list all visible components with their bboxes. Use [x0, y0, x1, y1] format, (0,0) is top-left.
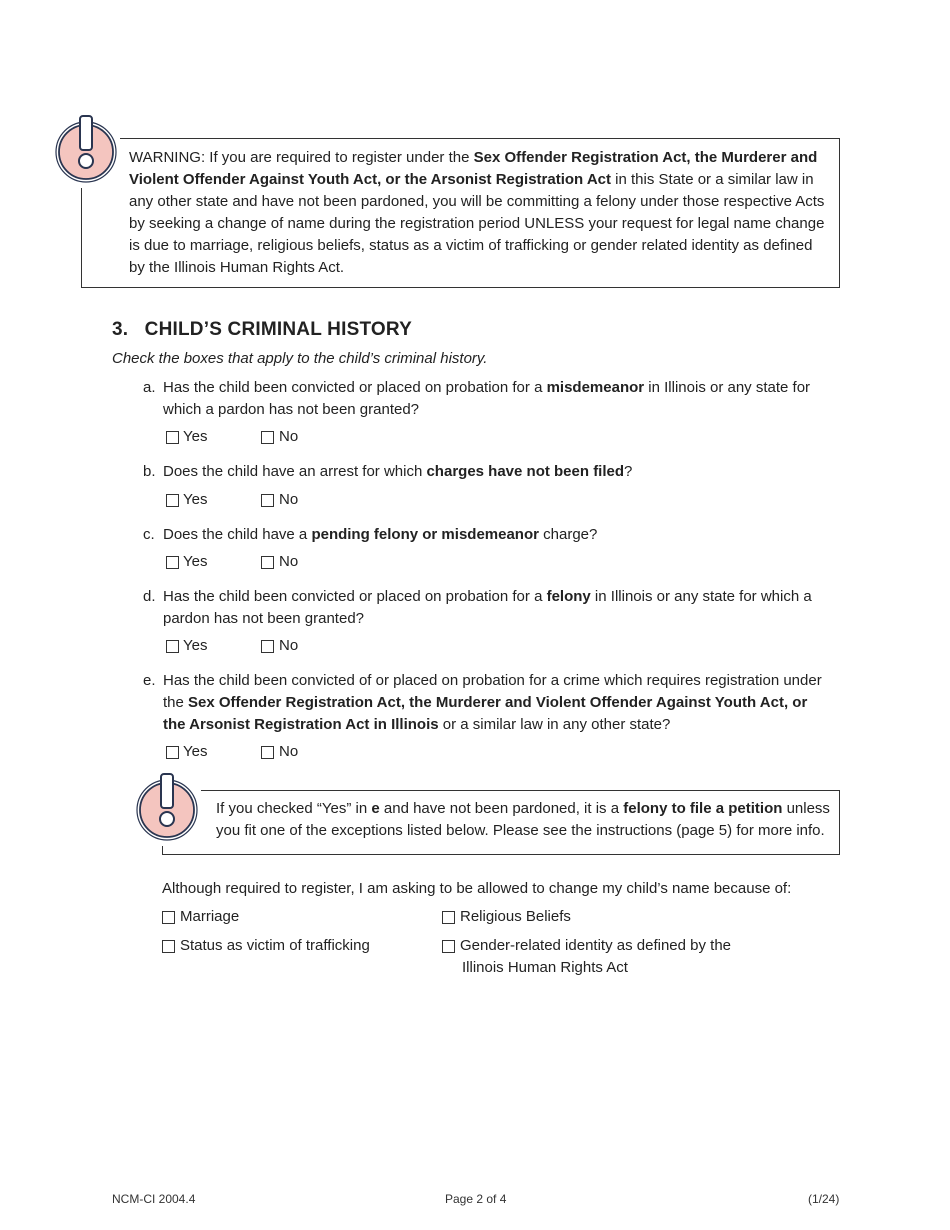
question-e-yes-label: Yes: [183, 743, 208, 760]
question-d-letter: d.: [143, 588, 156, 605]
question-b-letter: b.: [143, 463, 156, 480]
trafficking-label: Status as victim of trafficking: [180, 937, 370, 954]
question-c-letter: c.: [143, 526, 155, 543]
question-e-letter: e.: [143, 672, 156, 689]
question-c-no-label: No: [279, 553, 299, 570]
trafficking-checkbox[interactable]: [162, 940, 175, 953]
question-c-yes-checkbox[interactable]: [166, 556, 179, 569]
question-b-yes-label: Yes: [183, 491, 208, 508]
question-c-yes-label: Yes: [183, 553, 208, 570]
question-d-no-checkbox[interactable]: [261, 640, 274, 653]
question-a-letter: a.: [143, 379, 156, 396]
form-id: NCM-CI 2004.4: [112, 1192, 196, 1206]
warning-text: WARNING: If you are required to register under the Sex Offender Registration Act, the Murderer and Violent Offender Against Youth Act, or the Arsonist Registration Act in this State or a similar law in any other state and have not been pardoned, you will be committing a felony under those respective Acts by seeking a change of name during the registration period UNLESS your request for legal name change is due to marriage, religious beliefs, status as a victim of trafficking or gender related identity as defined by the Illinois Human Rights Act.: [129, 149, 825, 276]
question-d-text: Has the child been convicted or placed on probation for a felony in Illinois or any state for which a pardon has not been granted?: [163, 588, 812, 627]
gender-identity-checkbox[interactable]: [442, 940, 455, 953]
question-d-yes-checkbox[interactable]: [166, 640, 179, 653]
page-number: Page 2 of 4: [445, 1192, 507, 1206]
petition-warning-text: If you checked “Yes” in e and have not been pardoned, it is a felony to file a petition unless you fit one of the exceptions listed below. Please see the instructions (page 5) for more info.: [216, 800, 830, 839]
question-a-text: Has the child been convicted or placed on probation for a misdemeanor in Illinois or any state for which a pardon has not been granted?: [163, 379, 811, 418]
question-e-no-checkbox[interactable]: [261, 746, 274, 759]
question-c-no-checkbox[interactable]: [261, 556, 274, 569]
question-e-yes-checkbox[interactable]: [166, 746, 179, 759]
question-d-no-label: No: [279, 637, 299, 654]
gender-identity-label-line1: Gender-related identity as defined by the: [460, 937, 732, 954]
question-e-text: Has the child been convicted of or placed on probation for a crime which requires registration under the Sex Offender Registration Act, the Murderer and Violent Offender Against Youth Act, or the Arsonist Registration Act in Illinois or a similar law in any other state?: [163, 672, 822, 733]
marriage-checkbox[interactable]: [162, 911, 175, 924]
question-c-text: Does the child have a pending felony or misdemeanor charge?: [163, 526, 598, 543]
gender-identity-label-line2: Illinois Human Rights Act: [462, 959, 628, 976]
question-d-yes-label: Yes: [183, 637, 208, 654]
question-a-no-label: No: [279, 428, 299, 445]
religious-beliefs-label: Religious Beliefs: [460, 908, 571, 925]
marriage-label: Marriage: [180, 908, 240, 925]
question-a-no-checkbox[interactable]: [261, 431, 274, 444]
question-b-no-label: No: [279, 491, 299, 508]
religious-beliefs-checkbox[interactable]: [442, 911, 455, 924]
warning-icon: [131, 770, 201, 846]
question-a-yes-checkbox[interactable]: [166, 431, 179, 444]
section-heading: 3. CHILD’S CRIMINAL HISTORY: [112, 319, 412, 340]
question-b-yes-checkbox[interactable]: [166, 494, 179, 507]
section-instruction: Check the boxes that apply to the child’s criminal history.: [112, 350, 488, 367]
question-e-no-label: No: [279, 743, 299, 760]
revision-date: (1/24): [808, 1192, 840, 1206]
question-b-text: Does the child have an arrest for which charges have not been filed?: [163, 463, 633, 480]
question-a-yes-label: Yes: [183, 428, 208, 445]
exceptions-intro: Although required to register, I am asking to be allowed to change my child’s name because of:: [162, 880, 792, 897]
question-b-no-checkbox[interactable]: [261, 494, 274, 507]
warning-icon: [50, 112, 120, 188]
